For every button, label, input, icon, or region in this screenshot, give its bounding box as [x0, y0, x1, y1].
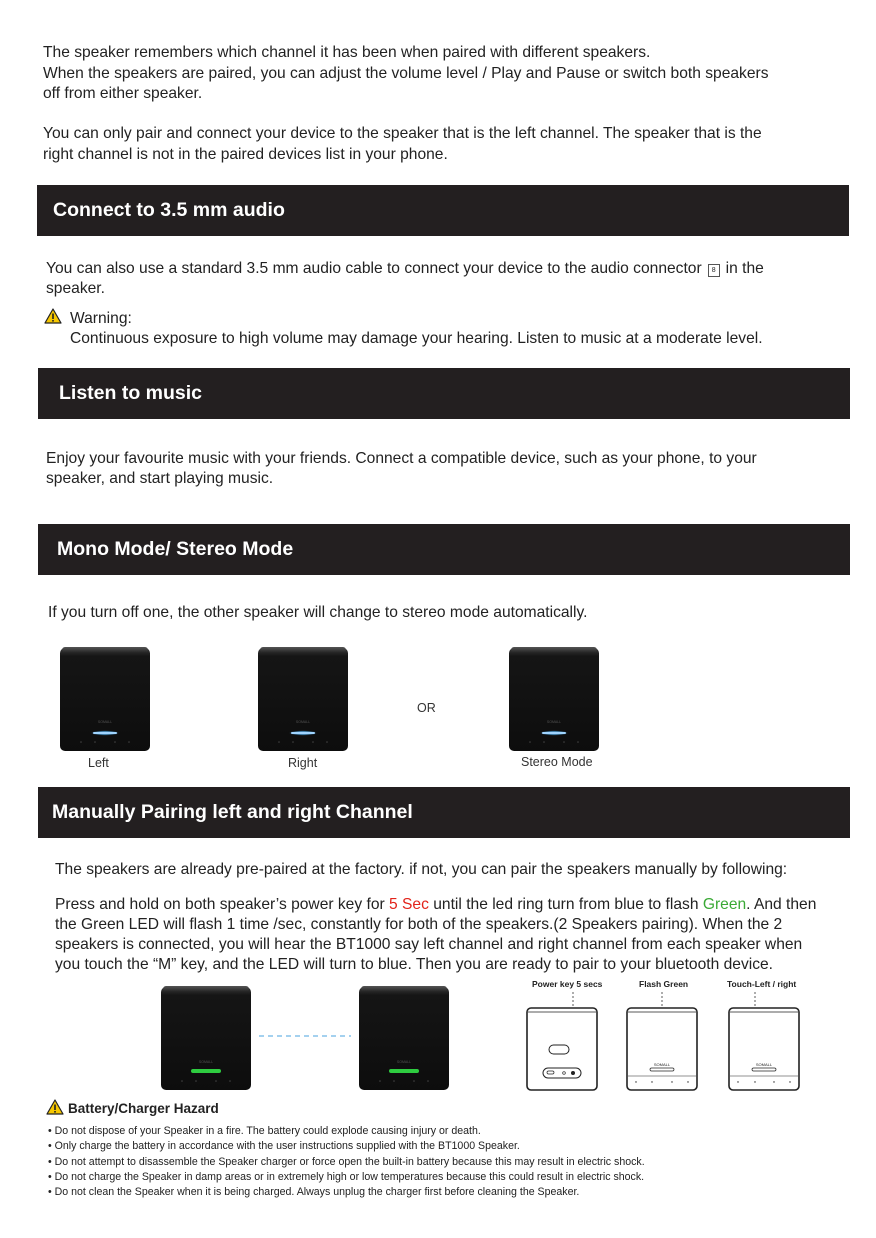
speaker-brand: SOMALL: [396, 1060, 412, 1064]
section-header-pairing: Manually Pairing left and right Channel: [38, 787, 850, 838]
speaker-pair-left-image: [160, 985, 252, 1091]
music-line-2: speaker, and start playing music.: [46, 470, 274, 487]
pairing-line-3: the Green LED will flash 1 time /sec, constantly for both of the speakers.(2 Speakers pairing). When the 2: [55, 916, 783, 933]
pairing-line-2: [55, 895, 816, 915]
hazard-item: • Do not charge the Speaker in damp areas or in extremely high or low temperatures because this could result in electric shock.: [48, 1170, 645, 1183]
mono-text: If you turn off one, the other speaker will change to stereo mode automatically.: [48, 604, 588, 621]
hazard-list: [48, 1124, 645, 1200]
intro-line-1: The speaker remembers which channel it has been when paired with different speakers.: [43, 44, 651, 61]
pairing-5sec: 5 Sec: [389, 896, 429, 913]
speaker-brand: SOMALL: [653, 1062, 671, 1067]
connector-number-box: 8: [708, 264, 720, 277]
hazard-warning-icon: [46, 1099, 64, 1115]
pairing-line-1: The speakers are already pre-paired at the factory. if not, you can pair the speakers manually by following:: [55, 861, 788, 878]
pairing-text-a: Press and hold on both speaker’s power key for: [55, 896, 390, 913]
speaker-brand: SOMALL: [546, 720, 562, 724]
caption-right: Right: [288, 756, 318, 770]
hazard-item: • Only charge the battery in accordance with the user instructions supplied with the BT1000 Speaker.: [48, 1140, 520, 1153]
diagram-front-flash: [622, 990, 702, 1092]
label-touch: Touch-Left / right: [727, 979, 797, 989]
hazard-item: • Do not attempt to disassemble the Speaker charger or force open the built-in battery because this may result in electric shock.: [48, 1155, 645, 1168]
pairing-text-c: . And then: [746, 896, 817, 913]
speaker-right-image: [257, 646, 349, 752]
speaker-brand: SOMALL: [295, 720, 311, 724]
hazard-title: Battery/Charger Hazard: [68, 1101, 219, 1116]
audio-line-1b: in the: [725, 260, 764, 277]
audio-line-2: speaker.: [46, 280, 105, 297]
pairing-text-b: until the led ring turn from blue to flash: [428, 896, 703, 913]
diagram-back-view: [522, 990, 602, 1092]
or-label: OR: [417, 701, 436, 715]
intro-line-5: right channel is not in the paired devices list in your phone.: [43, 146, 448, 163]
section-header-music: Listen to music: [38, 368, 850, 419]
pairing-green: Green: [702, 896, 747, 913]
section-header-mono: Mono Mode/ Stereo Mode: [38, 524, 850, 575]
speaker-pair-right-image: [358, 985, 450, 1091]
diagram-front-touch: [724, 990, 804, 1092]
caption-left: Left: [88, 756, 109, 770]
caption-stereo: Stereo Mode: [521, 755, 593, 769]
audio-line-1: [46, 259, 764, 279]
pairing-line-4: speakers is connected, you will hear the BT1000 say left channel and right channel from each speaker when: [55, 936, 803, 953]
label-power-key: Power key 5 secs: [532, 979, 603, 989]
warning-text: Continuous exposure to high volume may damage your hearing. Listen to music at a moderate level.: [70, 330, 763, 347]
hazard-item: • Do not dispose of your Speaker in a fire. The battery could explode causing injury or death.: [48, 1125, 481, 1137]
warning-icon: [44, 308, 62, 324]
music-line-1: Enjoy your favourite music with your friends. Connect a compatible device, such as your phone, to your: [46, 450, 757, 467]
speaker-brand: SOMALL: [97, 720, 113, 724]
intro-line-3: off from either speaker.: [43, 85, 203, 102]
intro-line-2: When the speakers are paired, you can adjust the volume level / Play and Pause or switch both speakers: [43, 65, 769, 82]
speaker-stereo-image: [508, 646, 600, 752]
intro-line-4: You can only pair and connect your device to the speaker that is the left channel. The speaker that is the: [43, 125, 762, 142]
label-flash-green: Flash Green: [639, 979, 689, 989]
section-header-audio: Connect to 3.5 mm audio: [37, 185, 849, 236]
speaker-brand: SOMALL: [198, 1060, 214, 1064]
speaker-brand: SOMALL: [755, 1062, 773, 1067]
pairing-dashed-line: [259, 1034, 351, 1038]
audio-line-1a: You can also use a standard 3.5 mm audio cable to connect your device to the audio connector: [46, 260, 702, 277]
warning-label: Warning:: [70, 310, 132, 327]
pairing-line-5: you touch the “M” key, and the LED will turn to blue. Then you are ready to pair to your bluetooth device.: [55, 956, 774, 973]
hazard-item: • Do not clean the Speaker when it is being charged. Always unplug the charger first before cleaning the Speaker.: [48, 1186, 580, 1199]
speaker-left-image: [59, 646, 151, 752]
